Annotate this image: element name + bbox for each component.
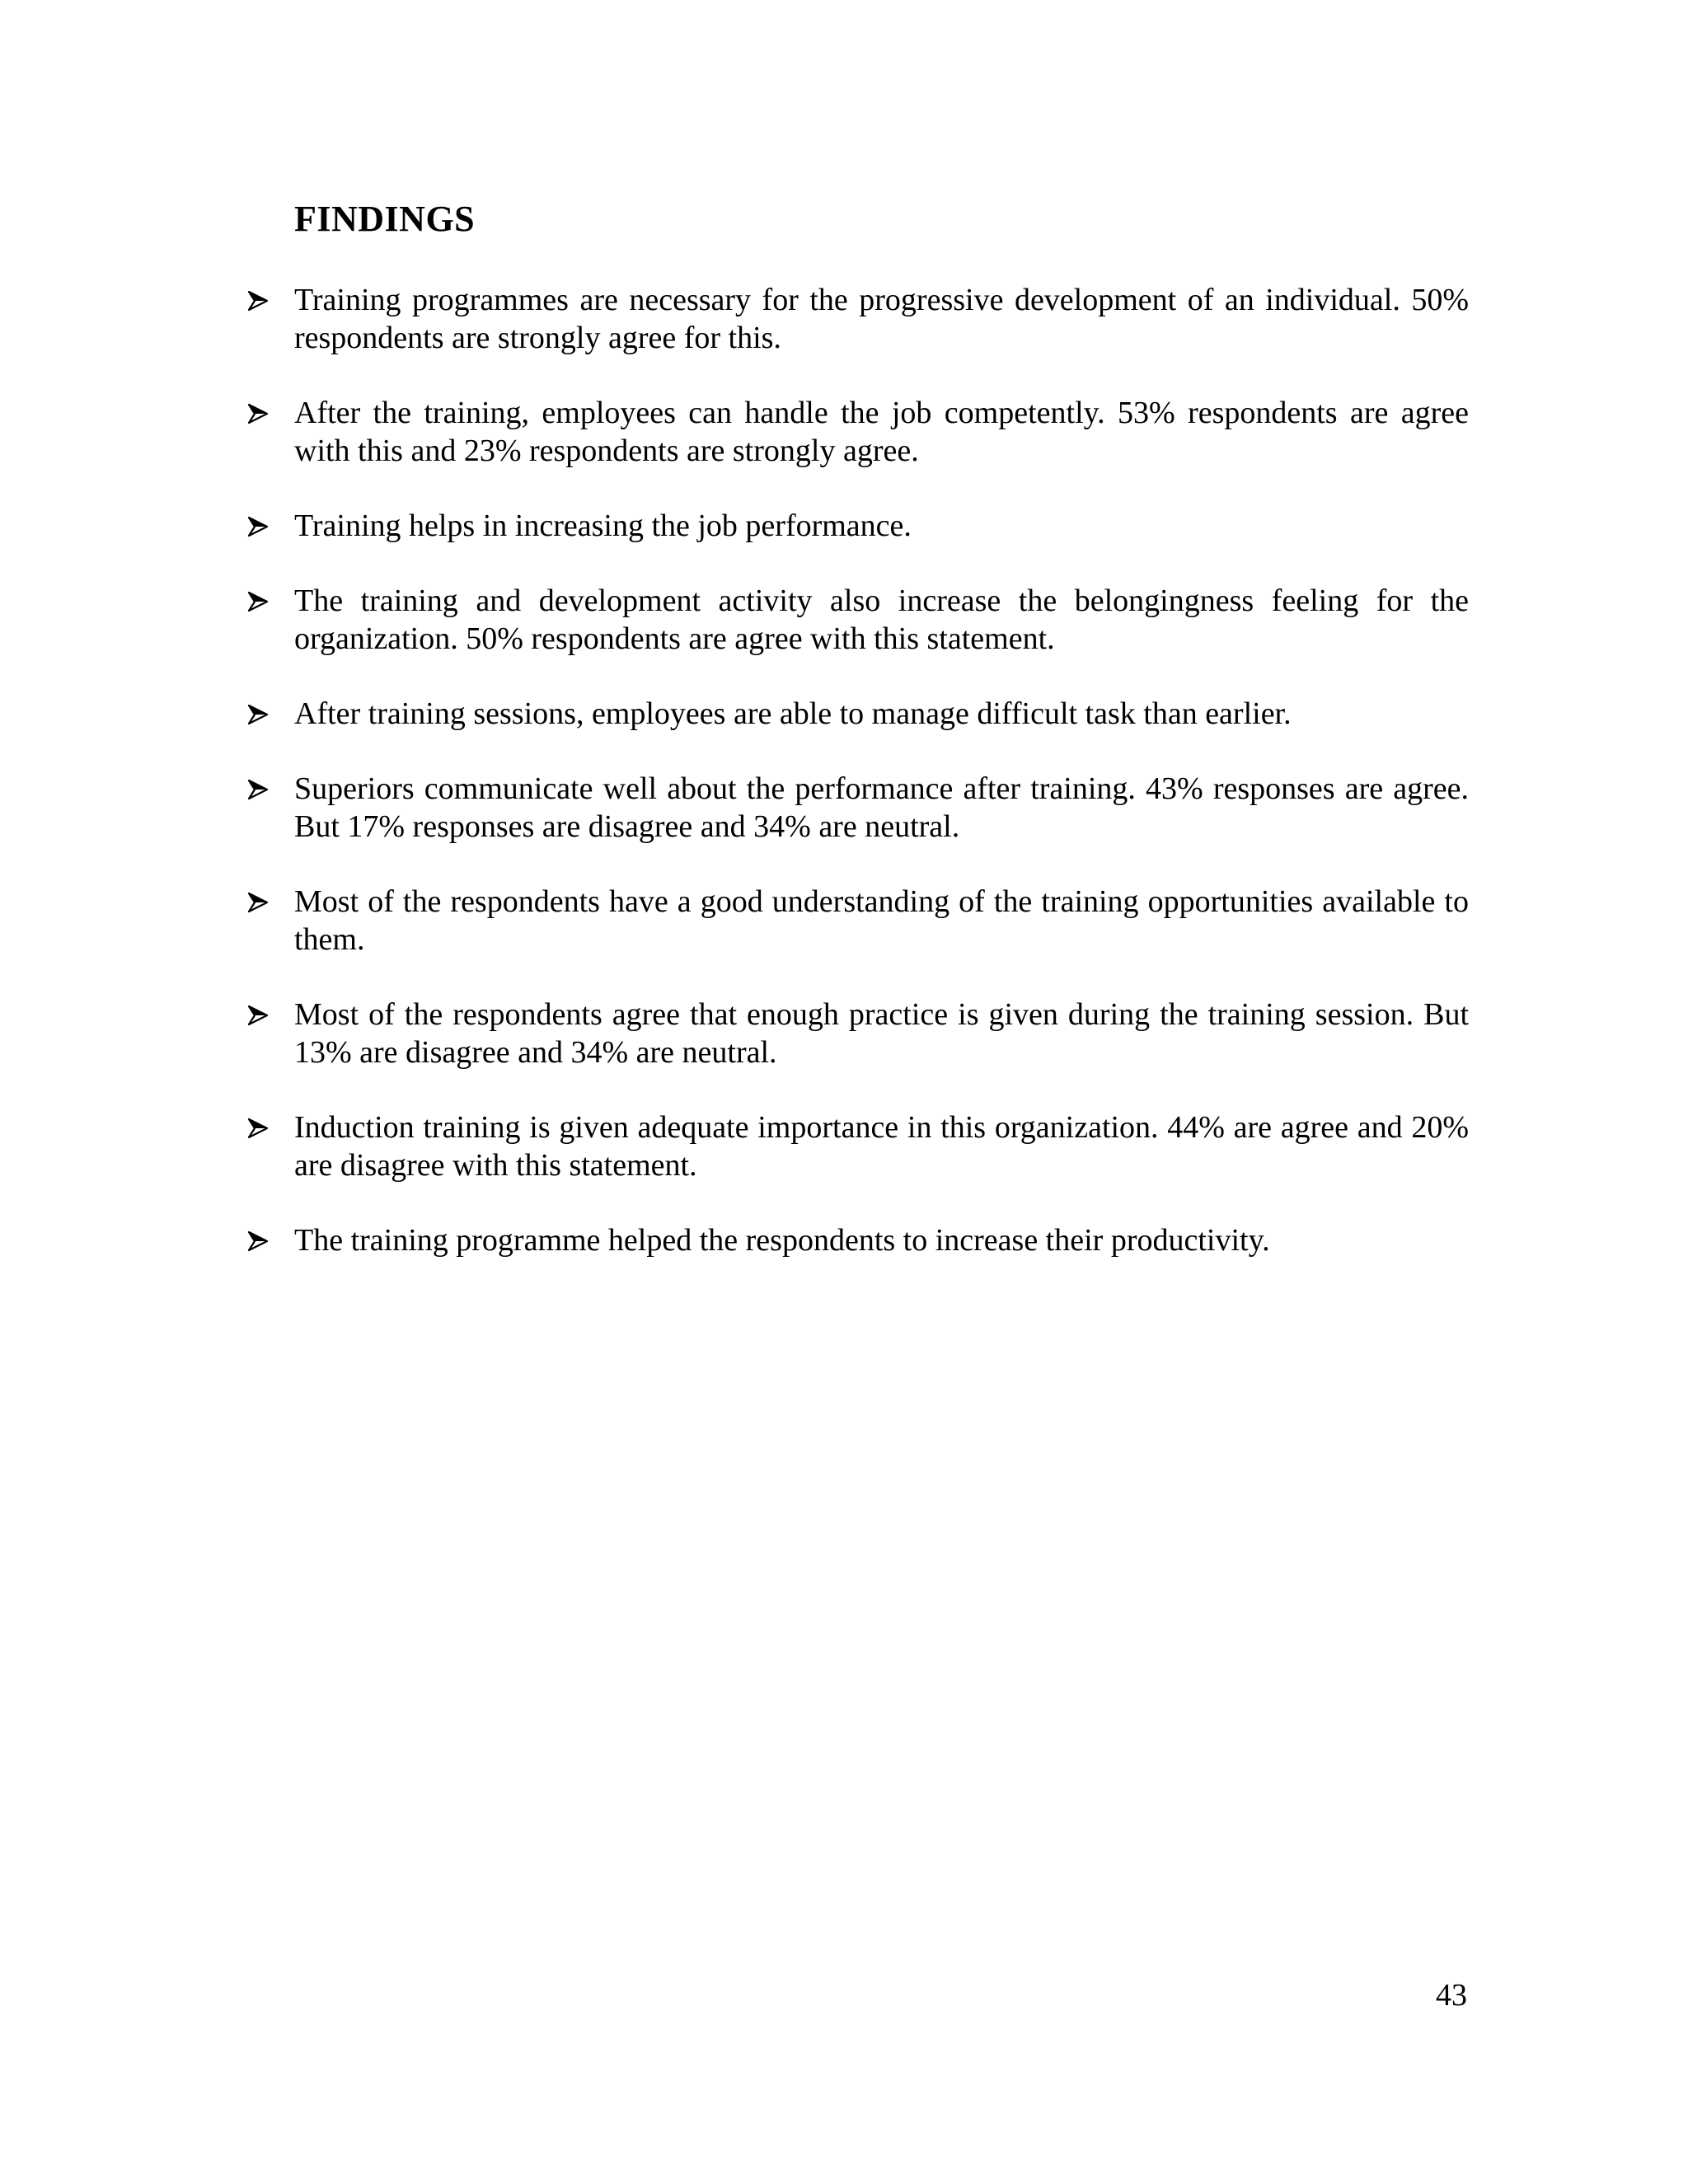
finding-item (246, 770, 1469, 846)
finding-item (246, 1221, 1469, 1259)
finding-text: Training helps in increasing the job performance. (294, 509, 912, 543)
arrow-bullet-icon (246, 394, 279, 432)
finding-item (246, 883, 1469, 958)
finding-text: After the training, employees can handle the job competently. 53% respondents are agree with this and 23% respondents are strongly agree. (294, 396, 1469, 468)
findings-list (246, 281, 1469, 1296)
finding-item (246, 281, 1469, 357)
page-number: 43 (1436, 1978, 1467, 2013)
finding-text: Training programmes are necessary for the progressive development of an individual. 50% respondents are strongly agree for this. (294, 283, 1469, 355)
finding-text: Induction training is given adequate importance in this organization. 44% are agree and 20% are disagree with this statement. (294, 1110, 1469, 1183)
arrow-bullet-icon (246, 281, 279, 319)
finding-item (246, 394, 1469, 470)
finding-text: The training and development activity also increase the belongingness feeling for the organization. 50% respondents are agree with this statement. (294, 583, 1469, 656)
page-heading: FINDINGS (294, 199, 476, 239)
arrow-bullet-icon (246, 770, 279, 808)
arrow-bullet-icon (246, 996, 279, 1033)
finding-item (246, 996, 1469, 1071)
arrow-bullet-icon (246, 1221, 279, 1259)
arrow-bullet-icon (246, 695, 279, 733)
finding-text: Superiors communicate well about the performance after training. 43% responses are agree. But 17% responses are disagree and 34% are neutral. (294, 771, 1469, 844)
finding-text: Most of the respondents have a good understanding of the training opportunities available to them. (294, 884, 1469, 957)
finding-item (246, 582, 1469, 658)
finding-text: After training sessions, employees are able to manage difficult task than earlier. (294, 696, 1292, 731)
arrow-bullet-icon (246, 582, 279, 620)
finding-item (246, 1108, 1469, 1184)
finding-text: The training programme helped the respondents to increase their productivity. (294, 1223, 1270, 1258)
finding-text: Most of the respondents agree that enough practice is given during the training session. But 13% are disagree and 34% are neutral. (294, 997, 1469, 1070)
finding-item (246, 507, 1469, 545)
finding-item (246, 695, 1469, 733)
arrow-bullet-icon (246, 1108, 279, 1146)
arrow-bullet-icon (246, 507, 279, 545)
arrow-bullet-icon (246, 883, 279, 921)
